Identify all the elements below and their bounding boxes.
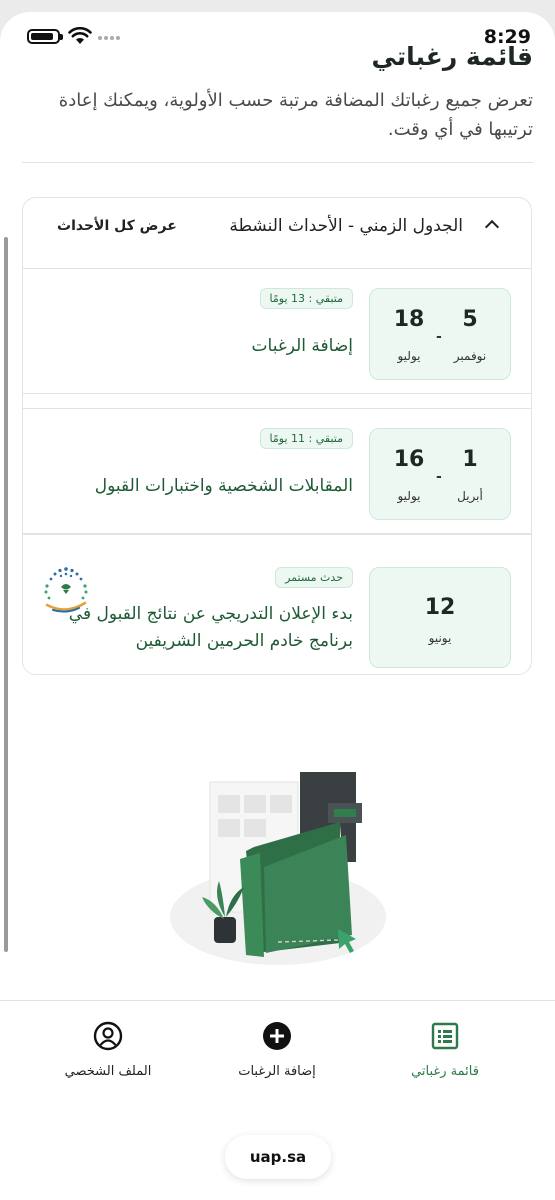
event-title: بدء الإعلان التدريجي عن نتائج القبول في برنامج خادم الحرمين الشريفين [68,604,353,651]
list-icon [430,1021,460,1051]
status-time: 8:29 [483,26,531,48]
start-day: 5 [462,307,478,332]
date-box [369,567,511,668]
page-description: تعرض جميع رغباتك المضافة مرتبة حسب الأولوية، ويمكنك إعادة ترتيبها في أي وقت. [58,90,533,140]
start-month: نوفمبر [453,349,487,363]
phone-screen [0,12,555,1200]
nav-label: قائمة رغباتي [411,1064,479,1079]
remaining-days-badge: متبقي : 13 يومًا [260,288,353,309]
remaining-days-badge: متبقي : 11 يومًا [260,428,353,449]
timeline-header[interactable] [23,198,531,256]
user-circle-icon [93,1021,123,1051]
end-month: يوليو [397,489,421,503]
event-day: 12 [424,595,456,620]
signal-icon [98,36,120,40]
browser-url-pill[interactable]: uap.sa [225,1135,331,1179]
date-range-box [369,428,511,520]
date-separator: - [436,469,442,485]
plus-circle-icon [262,1021,292,1051]
event-month: يونيو [428,631,452,645]
start-day: 1 [462,447,478,472]
event-title: المقابلات الشخصية واختبارات القبول [94,476,353,496]
event-item[interactable] [23,268,531,394]
empty-folder-illustration [160,767,400,967]
nav-item-wishlist[interactable] [375,1021,515,1079]
nav-label: إضافة الرغبات [238,1064,316,1079]
page-title: قائمة رغباتي [371,42,533,71]
chevron-up-icon[interactable] [485,220,499,234]
event-item[interactable] [23,408,531,534]
wifi-icon [68,27,92,45]
timeline-card [22,197,532,675]
nav-label: الملف الشخصي [64,1064,152,1079]
end-month: يوليو [397,349,421,363]
end-day: 16 [393,447,425,472]
nav-item-profile[interactable] [38,1021,178,1079]
date-range-box [369,288,511,380]
event-title: إضافة الرغبات [251,336,353,356]
battery-icon [27,29,60,44]
timeline-title: الجدول الزمني - الأحداث النشطة [229,216,463,236]
divider [22,162,533,163]
ongoing-event-badge: حدث مستمر [275,567,353,588]
event-item[interactable] [23,534,531,675]
date-separator: - [436,329,442,345]
start-month: أبريل [457,489,483,503]
program-logo-icon [41,565,91,615]
end-day: 18 [393,307,425,332]
nav-item-add-wishes[interactable] [207,1021,347,1079]
bottom-navigation [0,1000,555,1110]
view-all-events-link[interactable]: عرض كل الأحداث [57,218,177,234]
scrollbar[interactable] [4,237,8,952]
